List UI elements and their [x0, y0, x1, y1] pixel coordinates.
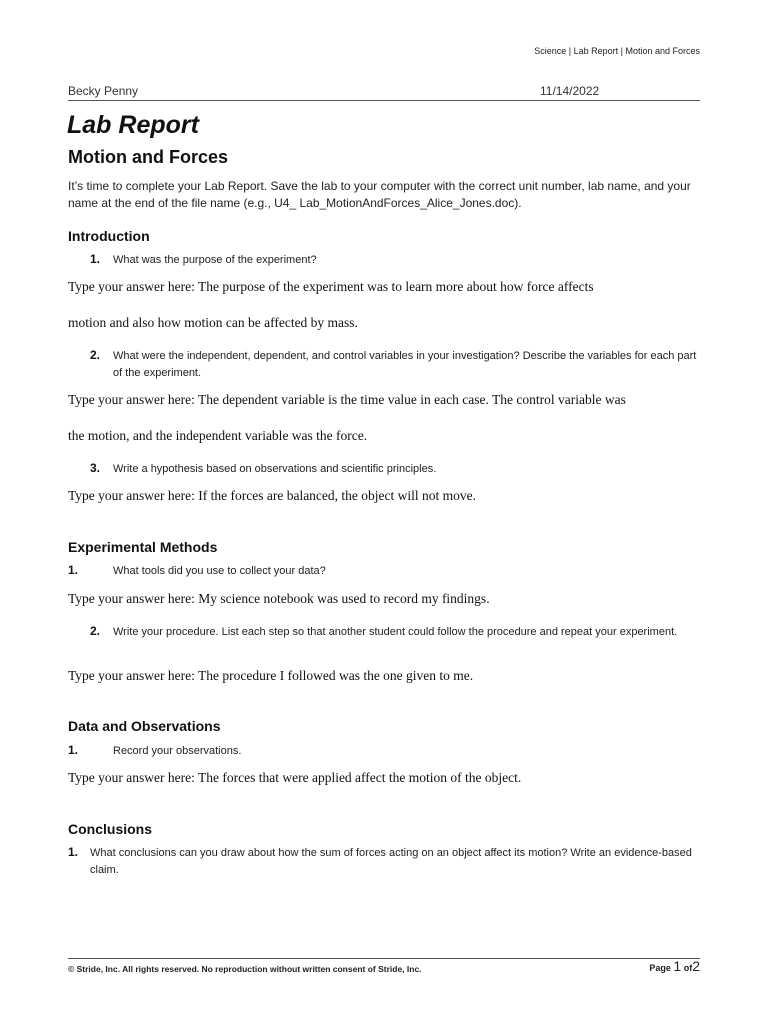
question-number: 3. [90, 461, 101, 475]
copyright-notice: © Stride, Inc. All rights reserved. No reproduction without written consent of Stride, Inc. [68, 964, 422, 974]
question-number: 1. [68, 563, 79, 577]
page-current: 1 [673, 958, 682, 974]
section-heading-methods: Experimental Methods [68, 539, 218, 555]
section-heading-introduction: Introduction [68, 228, 150, 244]
question-text: What tools did you use to collect your data? [113, 565, 326, 577]
answer-text[interactable]: Type your answer here: The forces that were applied affect the motion of the object. [68, 770, 522, 785]
question-text: What were the independent, dependent, and control variables in your investigation? Describe the variables for each part of the experiment. [113, 350, 697, 379]
page-of: of [683, 963, 693, 973]
page-subtitle: Motion and Forces [68, 147, 229, 167]
section-heading-conclusions: Conclusions [68, 821, 153, 837]
question-text: Write your procedure. List each step so that another student could follow the procedure and repeat your experiment. [113, 626, 678, 638]
student-name: Becky Penny [68, 84, 139, 98]
question-number: 1. [90, 252, 101, 266]
question-number: 2. [90, 624, 101, 638]
page-title: Lab Report [67, 111, 199, 139]
question-text: What conclusions can you draw about how the sum of forces acting on an object affect its motion? Write an evidence-based claim. [90, 847, 692, 876]
footer-divider [68, 958, 700, 959]
question-number: 2. [90, 348, 101, 362]
answer-text[interactable]: Type your answer here: My science notebook was used to record my findings. [68, 591, 490, 606]
page-label: Page [649, 963, 671, 973]
question-text: Write a hypothesis based on observations and scientific principles. [113, 463, 437, 475]
section-heading-data-observations: Data and Observations [68, 718, 221, 734]
answer-text[interactable]: the motion, and the independent variable was the force. [68, 428, 368, 443]
question-number: 1. [68, 845, 79, 859]
page-total: 2 [692, 958, 700, 974]
question-text: Record your observations. [113, 745, 242, 757]
answer-text[interactable]: Type your answer here: If the forces are balanced, the object will not move. [68, 488, 477, 503]
answer-text[interactable]: Type your answer here: The purpose of the experiment was to learn more about how force affects [68, 279, 594, 294]
header-breadcrumb: Science | Lab Report | Motion and Forces [534, 46, 700, 56]
header-divider [68, 100, 700, 101]
report-date: 11/14/2022 [540, 84, 600, 98]
answer-text[interactable]: Type your answer here: The dependent variable is the time value in each case. The control variable was [68, 392, 626, 407]
page-indicator [649, 958, 700, 974]
answer-text[interactable]: Type your answer here: The procedure I followed was the one given to me. [68, 668, 474, 683]
answer-text[interactable]: motion and also how motion can be affected by mass. [68, 315, 358, 330]
instructions-text: It’s time to complete your Lab Report. Save the lab to your computer with the correct unit number, lab name, and your name at the end of the file name (e.g., U4_ Lab_MotionAndForces_Alice_Jones.doc). [68, 179, 691, 210]
question-number: 1. [68, 743, 79, 757]
question-text: What was the purpose of the experiment? [113, 254, 317, 266]
